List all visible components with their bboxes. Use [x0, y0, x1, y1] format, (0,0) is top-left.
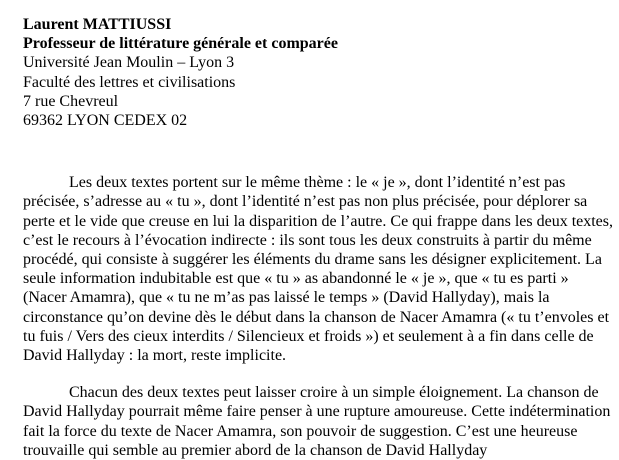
spacer — [23, 130, 613, 173]
sender-university: Université Jean Moulin – Lyon 3 — [23, 54, 235, 72]
sender-title: Professeur de littérature générale et comparée — [23, 35, 338, 53]
document-page — [23, 15, 613, 460]
body-paragraph-1: Les deux textes portent sur le même thème : le « je », dont l’identité n’est pas précisée, s’adresse au « tu », dont l’identité n’est pas non plus précisée, pour déplorer sa perte et le vide que creuse en lui la disparition de l’autre. Ce qui frappe dans les deux textes, c’est le recours à l’évocation indirecte : ils sont tous les deux construits à partir du même procédé, qui consiste à suggérer les éléments du drame sans les désigner explicitement. La seule information indubitable est que « tu » as abandonné le « je », que « tu es parti » (Nacer Amamra), que « tu ne m’as pas laissé le temps » (David Hallyday), mais la circonstance qu’on devine dès le début dans la chanson de Nacer Amamra (« tu t’envoles et tu fuis / Vers des cieux interdits / Silencieux et froids ») et seulement à a fin dans celle de David Hallyday : la mort, reste implicite. — [23, 174, 614, 365]
sender-faculty: Faculté des lettres et civilisations — [23, 73, 236, 91]
sender-name: Laurent MATTIUSSI — [23, 16, 172, 33]
body-paragraph-2: Chacun des deux textes peut laisser croire à un simple éloignement. La chanson de David Hallyday pourrait même faire penser à une rupture amoureuse. Cette indétermination fait la force du texte de Nacer Amamra, son pouvoir de suggestion. C’est une heureuse trouvaille qui semble au premier abord de la chanson de David Hallyday — [23, 384, 611, 459]
sender-address-block — [23, 15, 613, 130]
paragraph-gap — [23, 365, 613, 383]
sender-city: 69362 LYON CEDEX 02 — [23, 112, 188, 130]
sender-street: 7 rue Chevreul — [23, 92, 119, 110]
